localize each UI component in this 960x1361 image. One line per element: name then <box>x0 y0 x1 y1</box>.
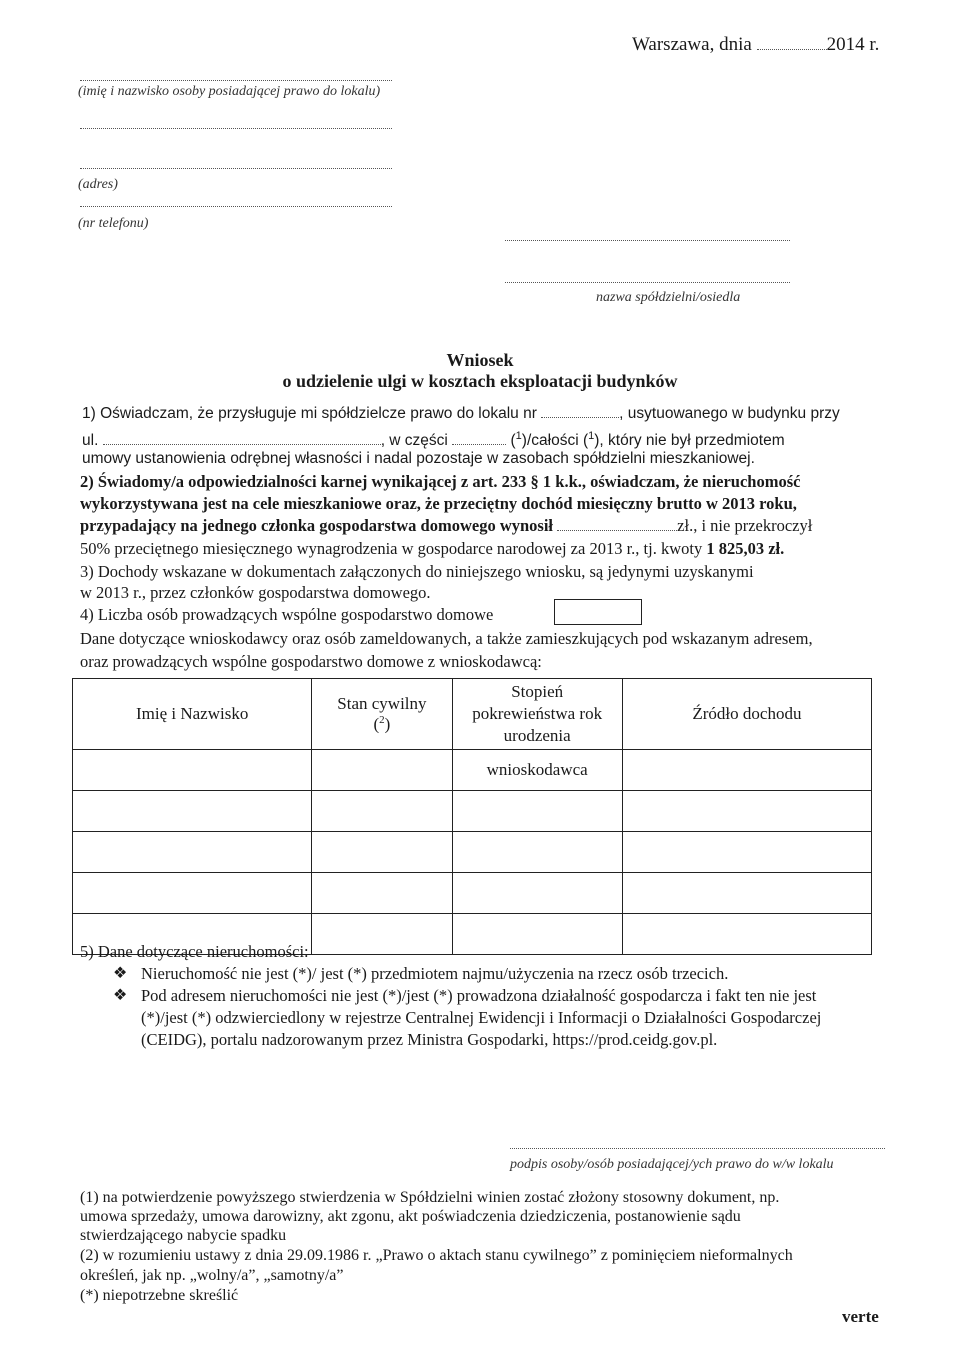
name-field[interactable] <box>80 80 392 81</box>
header-name: Imię i Nazwisko <box>73 679 312 750</box>
title-line2: o udzielenie ulgi w kosztach eksploatacji budynków <box>282 371 678 391</box>
s5-bullet2-line1: Pod adresem nieruchomości nie jest (*)/jest (*) prowadzona działalność gospodarcza i fakt ten nie jest <box>141 986 817 1005</box>
table-row <box>73 750 872 791</box>
address-field[interactable] <box>80 128 392 129</box>
signature-field[interactable] <box>510 1148 885 1149</box>
s3-line2: w 2013 r., przez członków gospodarstwa domowego. <box>80 583 431 602</box>
table-cell[interactable] <box>312 750 452 791</box>
s5-bullet2-line2: (*)/jest (*) odzwierciedlony w rejestrze Centralnej Ewidencji i Informacji o Działalności Gospodarczej <box>141 1008 822 1027</box>
footnote-2-line2: określeń, jak np. „wolny/a”, „samotny/a” <box>80 1267 344 1284</box>
s2-line4: 50% przeciętnego miesięcznego wynagrodzenia w gospodarce narodowej za 2013 r., tj. kwoty 1 825,03 zł. <box>80 539 785 558</box>
title-line1: Wniosek <box>446 350 514 370</box>
s3-line1: 3) Dochody wskazane w dokumentach załączonych do niniejszego wniosku, są jedynymi uzyskanymi <box>80 562 754 581</box>
lokal-nr-field[interactable] <box>541 417 619 418</box>
s1-line1: 1) Oświadczam, że przysługuje mi spółdzielcze prawo do lokalu nr , usytuowanego w budynku przy <box>82 405 840 422</box>
phone-field[interactable] <box>80 206 392 207</box>
verte-label: verte <box>842 1307 879 1326</box>
signature-label: podpis osoby/osób posiadającej/ych prawo do w/w lokalu <box>510 1157 834 1172</box>
date-prefix: Warszawa, dnia <box>632 34 752 55</box>
date-day-field[interactable] <box>757 49 827 50</box>
s2-line3: przypadający na jednego członka gospodarstwa domowego wynosił zł., i nie przekroczył <box>80 516 813 535</box>
footnote-3: (*) niepotrzebne skreślić <box>80 1287 239 1304</box>
s2-line2: wykorzystywana jest na cele mieszkaniowe oraz, że przeciętny dochód miesięczny brutto w 2013 roku, <box>80 494 797 513</box>
s4-line2: Dane dotyczące wnioskodawcy oraz osób zameldowanych, a także zamieszkujących pod wskazanym adresem, <box>80 629 813 648</box>
s5-bullet1: Nieruchomość nie jest (*)/ jest (*) przedmiotem najmu/użyczenia na rzecz osób trzecich. <box>141 964 729 983</box>
table-row <box>73 791 872 832</box>
address-field-2[interactable] <box>80 168 392 169</box>
footnote-2-line1: (2) w rozumieniu ustawy z dnia 29.09.1986 r. „Prawo o aktach stanu cywilnego” z pominięciem nieformalnych <box>80 1247 793 1264</box>
s5-title: 5) Dane dotyczące nieruchomości: <box>80 942 309 961</box>
income-field[interactable] <box>557 530 677 531</box>
header-income-source: Źródło dochodu <box>622 679 871 750</box>
household-count-box[interactable] <box>554 599 642 625</box>
household-table <box>72 678 872 955</box>
footnote-1-line1: (1) na potwierdzenie powyższego stwierdzenia w Spółdzielni winien zostać złożony stosowny dokument, np. <box>80 1189 780 1206</box>
table-cell[interactable] <box>73 750 312 791</box>
s2-line1: 2) Świadomy/a odpowiedzialności karnej wynikającej z art. 233 § 1 k.k., oświadczam, że nieruchomość <box>80 472 801 491</box>
footnote-1-line2: umowa sprzedaży, umowa darowizny, akt zgonu, akt poświadczenia dziedziczenia, postanowienie sądu <box>80 1208 741 1225</box>
table-header-row <box>73 679 872 750</box>
bullet-icon: ❖ <box>113 965 128 982</box>
table-row <box>73 832 872 873</box>
s1-line3: umowy ustanowienia odrębnej własności i nadal pozostaje w zasobach spółdzielni mieszkaniowej. <box>82 450 755 467</box>
coop-field-2[interactable] <box>505 282 790 283</box>
table-cell[interactable] <box>622 750 871 791</box>
s4-line1: 4) Liczba osób prowadzących wspólne gospodarstwo domowe <box>80 605 494 624</box>
street-field[interactable] <box>103 444 381 445</box>
table-cell: wnioskodawca <box>452 750 622 791</box>
header-relation: Stopień pokrewieństwa rok urodzenia <box>452 679 622 750</box>
address-label: (adres) <box>78 177 118 192</box>
s4-line3: oraz prowadzących wspólne gospodarstwo domowe z wnioskodawcą: <box>80 652 542 671</box>
table-row <box>73 873 872 914</box>
coop-label: nazwa spółdzielni/osiedla <box>596 290 741 305</box>
s1-line2: ul. , w części ($^1$)/całości ($^1$), który nie był przedmiotem <box>82 430 785 450</box>
name-label: (imię i nazwisko osoby posiadającej prawo do lokalu) <box>78 84 381 99</box>
footnote-1-line3: stwierdzającego nabycie spadku <box>80 1227 287 1244</box>
phone-label: (nr telefonu) <box>78 216 149 231</box>
date-year: 2014 r. <box>826 34 880 55</box>
header-civil-status: Stan cywilny ($^2$) <box>312 679 452 750</box>
bullet-icon: ❖ <box>113 987 128 1004</box>
date-line <box>632 34 879 56</box>
s5-bullet2-line3: (CEIDG), portalu nadzorowanym przez Ministra Gospodarki, https://prod.ceidg.gov.pl. <box>141 1030 718 1049</box>
coop-field-1[interactable] <box>505 240 790 241</box>
part-field[interactable] <box>452 444 506 445</box>
